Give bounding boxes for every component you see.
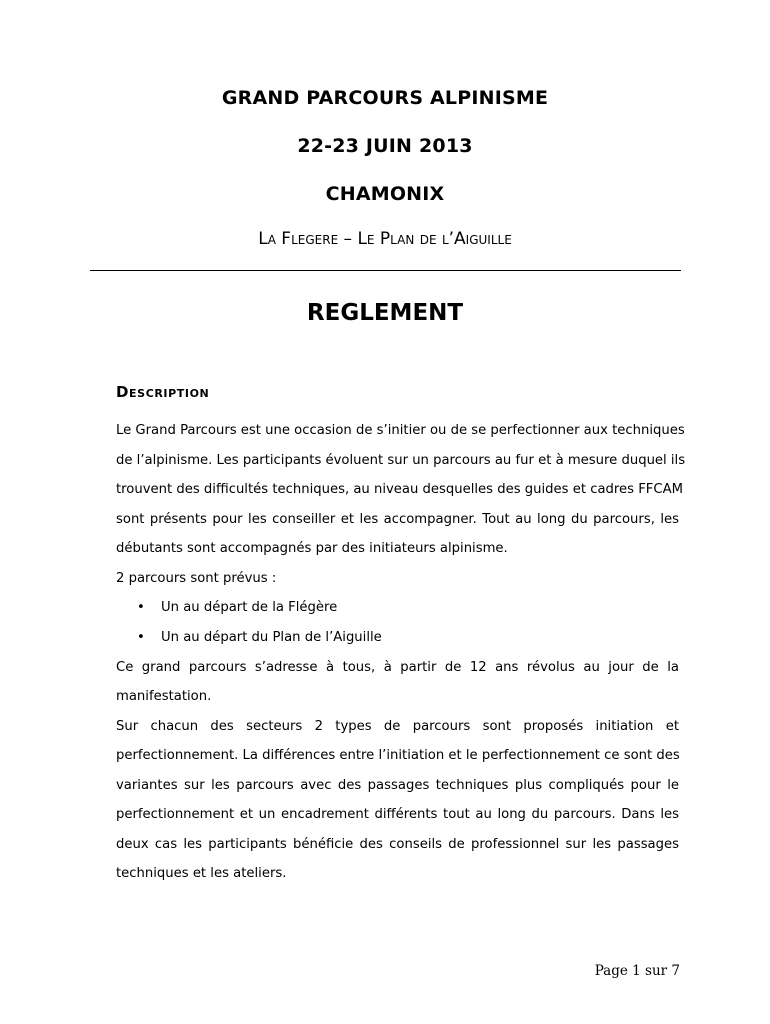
paragraph-line: de l’alpinisme. Les participants évoluent sur un parcours au fur et à mesure duquel ils xyxy=(116,453,686,468)
paragraph-line: Le Grand Parcours est une occasion de s’initier ou de se perfectionner aux techniques xyxy=(116,423,685,438)
section-main-heading: REGLEMENT xyxy=(306,300,464,326)
paragraph-line: variantes sur les parcours avec des passages techniques plus compliqués pour le xyxy=(116,778,679,793)
document-title: GRAND PARCOURS ALPINISME xyxy=(221,87,549,109)
event-venues: La Flegere – Le Plan de l’Aiguille xyxy=(258,229,512,249)
paragraph-line: perfectionnement et un encadrement différents tout au long du parcours. Dans les xyxy=(116,807,679,822)
list-item: Un au départ du Plan de l’Aiguille xyxy=(161,630,382,645)
paragraph-line: débutants sont accompagnés par des initiateurs alpinisme. xyxy=(116,541,508,556)
event-location: CHAMONIX xyxy=(325,183,445,205)
horizontal-divider xyxy=(90,270,681,271)
paragraph-line: Ce grand parcours s’adresse à tous, à partir de 12 ans révolus au jour de la xyxy=(116,660,679,675)
bullet-symbol: • xyxy=(137,630,145,645)
description-heading: Description xyxy=(116,383,210,401)
paragraph-line: 2 parcours sont prévus : xyxy=(116,571,277,586)
list-item: Un au départ de la Flégère xyxy=(161,600,338,615)
paragraph-line: deux cas les participants bénéficie des conseils de professionnel sur les passages xyxy=(116,837,679,852)
page-number: Page 1 sur 7 xyxy=(594,963,680,979)
paragraph-line: manifestation. xyxy=(116,689,212,704)
paragraph-line: sont présents pour les conseiller et les accompagner. Tout au long du parcours, les xyxy=(116,512,679,527)
paragraph-line: trouvent des difficultés techniques, au niveau desquelles des guides et cadres FFCAM xyxy=(116,482,683,497)
bullet-symbol: • xyxy=(137,600,145,615)
paragraph-line: Sur chacun des secteurs 2 types de parcours sont proposés initiation et xyxy=(116,719,679,734)
paragraph-line: techniques et les ateliers. xyxy=(116,866,287,881)
event-dates: 22-23 JUIN 2013 xyxy=(297,135,473,157)
paragraph-line: perfectionnement. La différences entre l’initiation et le perfectionnement ce sont des xyxy=(116,748,680,763)
